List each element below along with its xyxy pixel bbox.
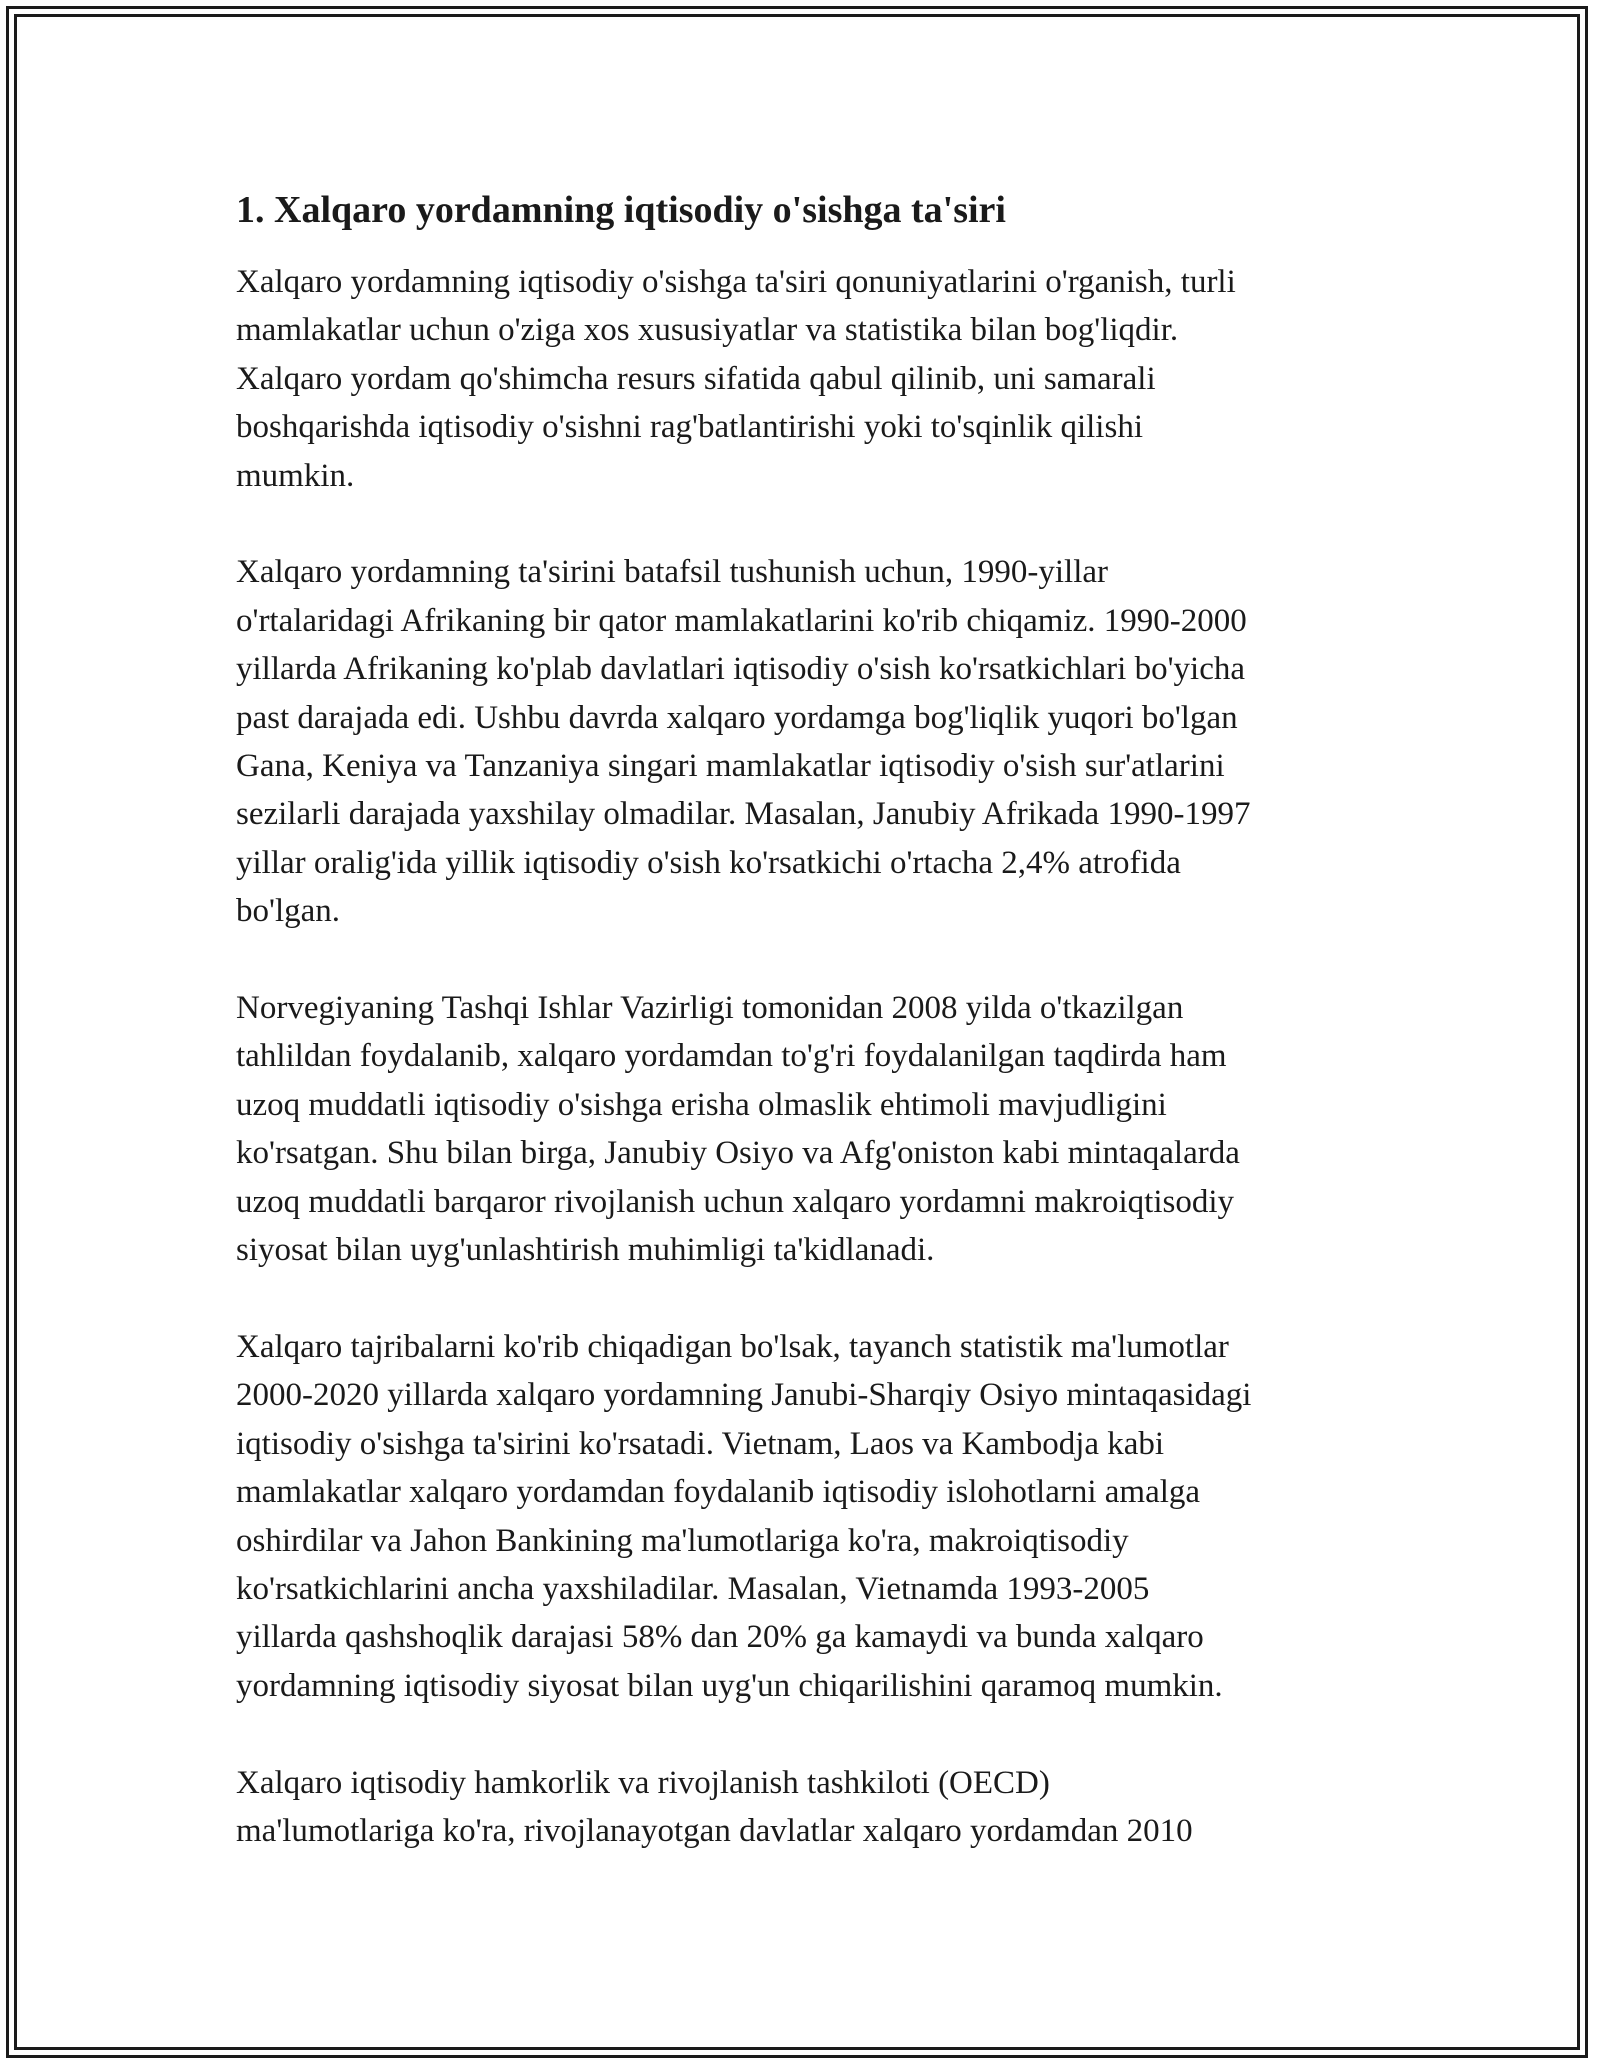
text-line: ko'rsatgan. Shu bilan birga, Janubiy Osiyo va Afg'oniston kabi mintaqalarda — [236, 1135, 1240, 1172]
text-line: yillarda qashshoqlik darajasi 58% dan 20% ga kamaydi va bunda xalqaro — [236, 1619, 1204, 1656]
text-line: uzoq muddatli barqaror rivojlanish uchun xalqaro yordamni makroiqtisodiy — [236, 1183, 1235, 1220]
paragraph-2 — [236, 548, 1376, 935]
paragraph-3 — [236, 984, 1376, 1274]
text-line: boshqarishda iqtisodiy o'sishni rag'batlantirishi yoki to'sqinlik qilishi — [236, 409, 1143, 446]
text-line: Xalqaro tajribalarni ko'rib chiqadigan bo'lsak, tayanch statistik ma'lumotlar — [236, 1328, 1229, 1365]
paragraph-4 — [236, 1323, 1376, 1710]
text-line: Norvegiyaning Tashqi Ishlar Vazirligi tomonidan 2008 yilda o'tkazilgan — [236, 990, 1184, 1027]
text-line: past darajada edi. Ushbu davrda xalqaro yordamga bog'liqlik yuqori bo'lgan — [236, 699, 1238, 736]
text-line: yillar oralig'ida yillik iqtisodiy o'sish ko'rsatkichi o'rtacha 2,4% atrofida — [236, 844, 1181, 881]
text-line: Gana, Keniya va Tanzaniya singari mamlakatlar iqtisodiy o'sish sur'atlarini — [236, 748, 1225, 785]
text-line: mamlakatlar xalqaro yordamdan foydalanib iqtisodiy islohotlarni amalga — [236, 1474, 1201, 1511]
text-line: bo'lgan. — [236, 893, 341, 930]
text-line: ma'lumotlariga ko'ra, rivojlanayotgan davlatlar xalqaro yordamdan 2010 — [236, 1812, 1193, 1849]
text-line: iqtisodiy o'sishga ta'sirini ko'rsatadi. Vietnam, Laos va Kambodja kabi — [236, 1425, 1165, 1462]
text-line: ko'rsatkichlarini ancha yaxshiladilar. Masalan, Vietnamda 1993-2005 — [236, 1570, 1150, 1607]
text-line: o'rtalaridagi Afrikaning bir qator mamlakatlarini ko'rib chiqamiz. 1990-2000 — [236, 602, 1247, 639]
text-line: tahlildan foydalanib, xalqaro yordamdan to'g'ri foydalanilgan taqdirda ham — [236, 1038, 1227, 1075]
text-line: yordamning iqtisodiy siyosat bilan uyg'un chiqarilishini qaramoq mumkin. — [236, 1667, 1223, 1704]
text-line: mumkin. — [236, 457, 355, 494]
paragraph-5 — [236, 1759, 1376, 1856]
text-line: yillarda Afrikaning ko'plab davlatlari iqtisodiy o'sish ko'rsatkichlari bo'yicha — [236, 651, 1245, 688]
text-line: siyosat bilan uyg'unlashtirish muhimligi ta'kidlanadi. — [236, 1232, 935, 1269]
text-line: Xalqaro yordam qo'shimcha resurs sifatida qabul qilinib, uni samarali — [236, 360, 1156, 397]
text-line: 2000-2020 yillarda xalqaro yordamning Janubi-Sharqiy Osiyo mintaqasidagi — [236, 1377, 1252, 1414]
text-line: Xalqaro yordamning iqtisodiy o'sishga ta'siri qonuniyatlarini o'rganish, turli — [236, 264, 1236, 300]
text-line: mamlakatlar uchun o'ziga xos xususiyatlar va statistika bilan bog'liqdir. — [236, 312, 1179, 349]
paragraph-1 — [236, 258, 1376, 500]
text-line: uzoq muddatli iqtisodiy o'sishga erisha olmaslik ehtimoli mavjudligini — [236, 1086, 1167, 1123]
text-line: oshirdilar va Jahon Bankining ma'lumotlariga ko'ra, makroiqtisodiy — [236, 1522, 1129, 1559]
text-line: Xalqaro iqtisodiy hamkorlik va rivojlanish tashkiloti (OECD) — [236, 1764, 1050, 1801]
text-line: Xalqaro yordamning ta'sirini batafsil tushunish uchun, 1990-yillar — [236, 554, 1109, 591]
document-body — [236, 186, 1376, 1855]
text-line: sezilarli darajada yaxshilay olmadilar. Masalan, Janubiy Afrikada 1990-1997 — [236, 796, 1251, 833]
section-heading: 1. Xalqaro yordamning iqtisodiy o'sishga ta'siri — [236, 189, 1006, 231]
